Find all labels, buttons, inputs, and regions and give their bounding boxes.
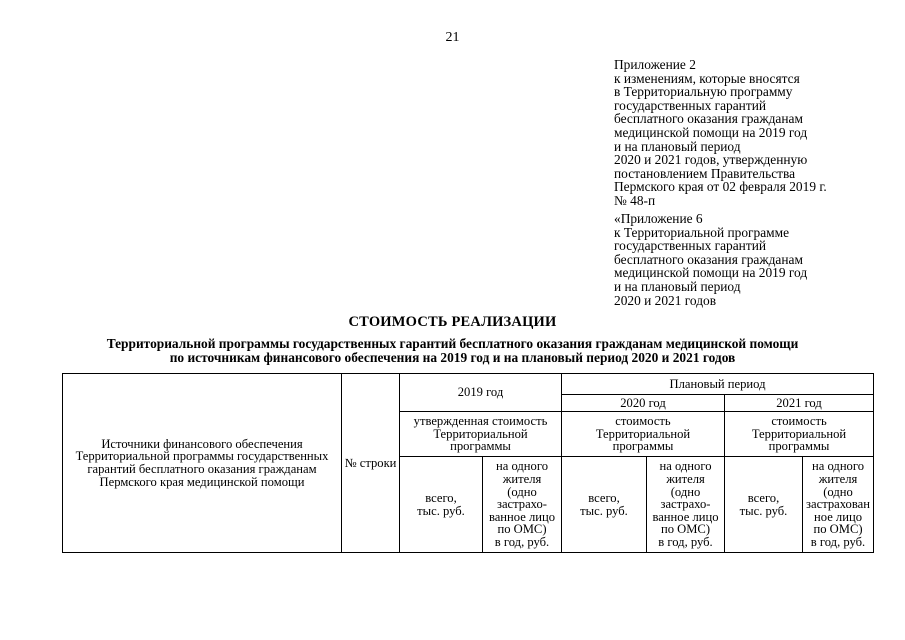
appendix-2-line: в Территориальную программу [614,84,793,100]
source-header-cell [63,374,342,553]
per-capita-line: на одного [812,459,865,474]
source-header-line: Источники финансового обеспечения [101,436,303,451]
total-2019-header [400,457,483,553]
cost-2019-line: программы [450,439,511,454]
appendix-6-line: к Территориальной программе [614,224,790,240]
document-subtitle [0,337,905,365]
year-2019-header: 2019 год [400,374,562,412]
cost-2019-line: утвержденная стоимость [413,414,548,429]
per-capita-2021-header [803,457,874,553]
cost-2020-header [562,412,725,457]
per-capita-line: в год, руб. [494,534,550,549]
per-capita-line: ванное лицо [488,509,556,524]
appendix-2-line: государственных гарантий [614,97,767,113]
appendix-6-line: 2020 и 2021 годов [614,292,717,308]
per-capita-line: (одно [670,484,701,499]
per-capita-2019-header [483,457,562,553]
year-2021-header: 2021 год [725,395,874,412]
per-capita-line: в год, руб. [658,534,713,549]
cost-2021-line: Территориальной [751,426,847,441]
per-capita-line: (одно [823,484,853,499]
appendix-2-line: бесплатного оказания гражданам [614,111,803,127]
cost-2020-line: стоимость [615,414,671,429]
appendix-2-line: медицинской помощи на 2019 год [614,124,808,140]
per-capita-line: жителя [666,472,705,487]
total-2020-header [562,457,647,553]
source-header-line: Территориальной программы государственных [75,449,329,464]
cost-2021-line: стоимость [771,414,827,429]
page-number: 21 [445,30,460,45]
cost-2019-line: Территориальной [433,426,528,441]
per-capita-line: на одного [659,459,712,474]
per-capita-2020-header [647,457,725,553]
appendix-6-line: медицинской помощи на 2019 год [614,265,808,281]
appendix-2-line: и на плановый период [614,138,741,154]
subtitle-line: по источникам финансового обеспечения на 2019 год и на плановый период 2020 и 2021 годов [169,350,736,365]
appendix-2-line: Пермского края от 02 февраля 2019 г. [614,179,827,195]
appendix-6-line: бесплатного оказания гражданам [614,251,803,267]
per-capita-line: жителя [502,472,542,487]
total-line: тыс. руб. [739,503,788,518]
appendix-6-block [614,212,807,307]
cost-2021-line: программы [768,439,830,454]
source-header-line: гарантий бесплатного оказания гражданам [87,462,317,476]
per-capita-line: застрахован [806,497,870,512]
planned-period-header: Плановый период [562,374,874,395]
per-capita-line: ванное лицо [652,509,719,524]
source-header-line: Пермского края медицинской помощи [99,474,305,489]
per-capita-line: ное лицо [814,509,862,524]
cost-2021-header [725,412,874,457]
per-capita-line: по ОМС) [660,522,711,537]
total-line: тыс. руб. [417,503,465,518]
year-2020-header: 2020 год [562,395,725,412]
cost-2020-line: Территориальной [595,426,691,441]
appendix-6-line: и на плановый период [614,278,741,294]
cost-2019-header [400,412,562,457]
per-capita-line: застрахо- [660,497,711,512]
total-line: всего, [747,490,780,505]
appendix-2-line: № 48-п [614,192,656,208]
per-capita-line: (одно [507,484,537,499]
cost-2020-line: программы [612,439,674,454]
per-capita-line: на одного [495,459,548,474]
appendix-6-line: государственных гарантий [614,238,767,254]
appendix-2-line: Приложение 2 [614,57,696,72]
per-capita-line: в год, руб. [810,534,866,549]
total-2021-header [725,457,803,553]
per-capita-line: по ОМС) [813,522,863,537]
document-title: СТОИМОСТЬ РЕАЛИЗАЦИИ [348,314,557,330]
per-capita-line: застрахо- [496,497,547,512]
appendix-2-line: 2020 и 2021 годов, утвержденную [614,152,808,168]
total-line: тыс. руб. [580,503,628,518]
appendix-2-block [614,58,827,208]
appendix-2-line: к изменениям, которые вносятся [614,70,800,86]
row-number-header: № строки [342,374,400,553]
per-capita-line: по ОМС) [497,522,547,537]
total-line: всего, [425,490,457,505]
total-line: всего, [588,490,620,505]
cost-table [62,373,874,553]
appendix-2-line: постановлением Правительства [614,165,796,181]
appendix-6-line: «Приложение 6 [614,211,703,226]
subtitle-line: Территориальной программы государственных гарантий бесплатного оказания гражданам медицинской помощи [106,336,799,351]
per-capita-line: жителя [818,472,858,487]
